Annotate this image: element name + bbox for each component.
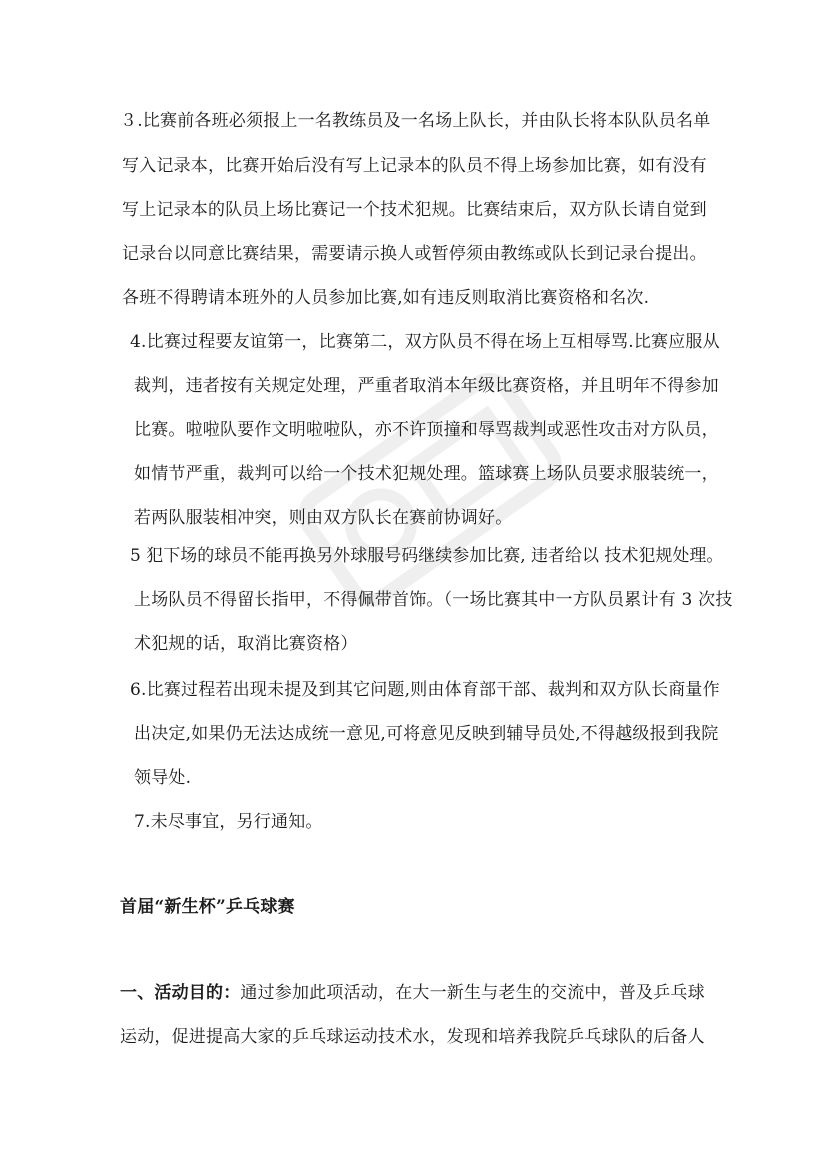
rule-5-line-1: 5 犯下场的球员不能再换另外球服号码继续参加比赛, 违者给以 技术犯规处理。 xyxy=(130,546,724,566)
rule-6-line-1: 6.比赛过程若出现未提及到其它问题,则由体育部干部、裁判和双方队长商量作 xyxy=(130,680,720,700)
watermark-logo xyxy=(283,358,576,622)
section-title: 首届“新生杯”乒乓球赛 xyxy=(120,897,295,917)
rule-5-line-2: 上场队员不得留长指甲，不得佩带首饰。（一场比赛其中一方队员累计有 3 次技 xyxy=(134,590,733,610)
purpose-line-1 xyxy=(120,983,705,1003)
purpose-text-1: 通过参加此项活动，在大一新生与老生的交流中，普及乒乓球 xyxy=(240,983,705,1003)
rule-3-line-1: ３.比赛前各班必须报上一名教练员及一名场上队长，并由队长将本队队员名单 xyxy=(120,111,711,131)
rule-7-line-1: 7.未尽事宜，另行通知。 xyxy=(134,812,323,832)
rule-4-line-2: 裁判，违者按有关规定处理，严重者取消本年级比赛资格，并且明年不得参加 xyxy=(134,376,719,396)
rule-6-line-2: 出决定,如果仍无法达成统一意见,可将意见反映到辅导员处,不得越级报到我院 xyxy=(134,724,719,744)
rule-3-line-3: 写上记录本的队员上场比赛记一个技术犯规。比赛结束后，双方队长请自觉到 xyxy=(122,200,707,220)
rule-4-line-1: 4.比赛过程要友谊第一，比赛第二，双方队员不得在场上互相辱骂.比赛应服从 xyxy=(130,332,720,352)
rule-3-line-5: 各班不得聘请本班外的人员参加比赛,如有违反则取消比赛资格和名次. xyxy=(122,288,650,308)
rule-4-line-5: 若两队服装相冲突，则由双方队长在赛前协调好。 xyxy=(134,508,513,528)
rule-4-line-4: 如情节严重，裁判可以给一个技术犯规处理。篮球赛上场队员要求服装统一， xyxy=(134,464,719,484)
purpose-heading: 一、活动目的： xyxy=(120,983,241,1003)
rule-4-line-3: 比赛。啦啦队要作文明啦啦队，亦不许顶撞和辱骂裁判或恶性攻击对方队员， xyxy=(134,420,719,440)
rule-6-line-3: 领导处. xyxy=(134,768,192,788)
purpose-line-2: 运动，促进提高大家的乒乓球运动技术水，发现和培养我院乒乓球队的后备人 xyxy=(120,1027,705,1047)
rule-5-line-3: 术犯规的话，取消比赛资格） xyxy=(134,634,358,654)
rule-3-line-4: 记录台以同意比赛结果，需要请示换人或暂停须由教练或队长到记录台提出。 xyxy=(122,244,707,264)
rule-3-line-2: 写入记录本，比赛开始后没有写上记录本的队员不得上场参加比赛，如有没有 xyxy=(122,156,707,176)
